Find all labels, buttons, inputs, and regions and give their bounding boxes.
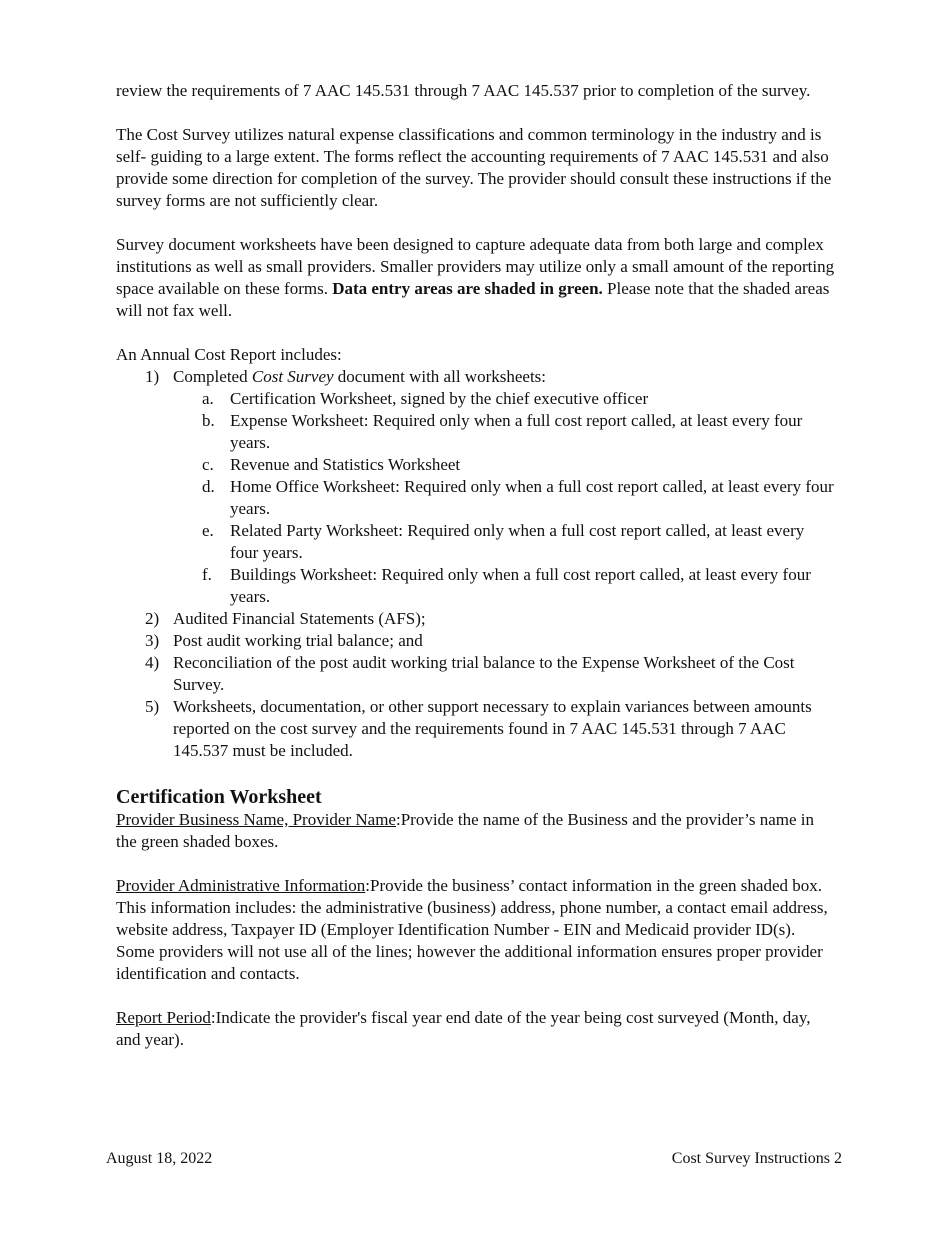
- worksheet-item: [202, 564, 836, 608]
- data-entry-note: Data entry areas are shaded in green.: [332, 279, 603, 298]
- provider-name-text: Provide the name of the Business and the provider’s name in the green shaded boxes.: [116, 810, 814, 851]
- provider-name-section: Provider Business Name, Provider Name:Provide the name of the Business and the provider’s name in the green shaded boxes.: [116, 810, 814, 851]
- list-marker: 5): [145, 697, 160, 716]
- intro-paragraph-3-main: Survey document worksheets have been designed to capture adequate data from both large and complex institutions as well as small providers. Smaller providers may utilize only a small amount of the reporting space available on these forms.: [116, 235, 835, 298]
- item-text: Post audit working trial balance; and: [173, 631, 423, 650]
- worksheet-item: [202, 410, 836, 454]
- fax-note: Please note that the shaded areas will not fax well.: [116, 279, 830, 320]
- footer-page-label: Cost Survey Instructions 2: [671, 1150, 842, 1167]
- admin-info-label: Provider Administrative Information: [116, 876, 366, 895]
- worksheet-list: [173, 388, 836, 608]
- list-marker: 1): [145, 367, 160, 386]
- intro-paragraph-2: The Cost Survey utilizes natural expense classifications and common terminology in the industry and is self- guiding to a large extent. The forms reflect the accounting requirements of 7 AAC 145.531 and also provide some direction for completion of the survey. The provider should consult these instructions if the survey forms are not sufficiently clear.: [116, 125, 832, 210]
- report-list-item: [145, 630, 836, 652]
- provider-name-label: Provider Business Name, Provider Name: [116, 810, 396, 829]
- cost-survey-term: Cost Survey: [251, 367, 334, 386]
- list-marker: b.: [202, 411, 215, 430]
- document-body: [116, 80, 836, 1051]
- item-text: Worksheets, documentation, or other support necessary to explain variances between amounts reported on the cost survey and the requirements found in 7 AAC 145.531 through 7 AAC 145.537 must be included.: [173, 697, 812, 760]
- item-text: Expense Worksheet: Required only when a full cost report called, at least every four years.: [230, 411, 803, 452]
- admin-info-section: Provider Administrative Information:Provide the business’ contact information in the green shaded box. This information includes: the administrative (business) address, phone number, a contact email address, website address, Taxpayer ID (Employer Identification Number - EIN and Medicaid provider ID(s). Some providers will not use all of the lines; however the additional information ensures proper provider identification and contacts.: [116, 876, 828, 983]
- intro-paragraph-3: [116, 234, 836, 322]
- admin-info-text: Provide the business’ contact information in the green shaded box. This information includes: the administrative (business) address, phone number, a contact email address, website address, Taxpayer ID (Employer Identification Number - EIN and Medicaid provider ID(s). Some providers will not use all of the lines; however the additional information ensures proper provider identification and contacts.: [116, 876, 828, 983]
- report-list-title: An Annual Cost Report includes:: [116, 345, 342, 364]
- list-marker: c.: [202, 455, 214, 474]
- footer-date: August 18, 2022: [106, 1150, 213, 1167]
- report-list-item: [145, 608, 836, 630]
- item-text: Reconciliation of the post audit working trial balance to the Expense Worksheet of the Cost Survey.: [173, 653, 795, 694]
- worksheet-item: [202, 520, 836, 564]
- worksheet-item: [202, 454, 836, 476]
- list-marker: a.: [202, 389, 214, 408]
- list-marker: e.: [202, 521, 214, 540]
- item-text: Related Party Worksheet: Required only when a full cost report called, at least every four years.: [230, 521, 805, 562]
- item-text: Revenue and Statistics Worksheet: [230, 455, 461, 474]
- list-marker: 3): [145, 631, 160, 650]
- list-marker: f.: [202, 565, 212, 584]
- intro-paragraph-1: review the requirements of 7 AAC 145.531 through 7 AAC 145.537 prior to completion of the survey.: [116, 81, 811, 100]
- list-marker: d.: [202, 477, 215, 496]
- item-text: Completed: [173, 367, 248, 386]
- report-list-item: [145, 652, 836, 696]
- item-text: Audited Financial Statements (AFS);: [173, 609, 426, 628]
- item-text: Certification Worksheet, signed by the chief executive officer: [230, 389, 649, 408]
- item-text: Buildings Worksheet: Required only when a full cost report called, at least every four years.: [230, 565, 811, 606]
- item-text: document with all worksheets:: [337, 367, 547, 386]
- report-list: [116, 366, 836, 762]
- report-period-label: Report Period: [116, 1008, 211, 1027]
- report-list-item: [145, 696, 836, 762]
- report-list-item: [145, 366, 836, 608]
- report-period-section: Report Period:Indicate the provider's fiscal year end date of the year being cost surveyed (Month, day, and year).: [116, 1008, 811, 1049]
- report-period-text: Indicate the provider's fiscal year end date of the year being cost surveyed (Month, day, and year).: [116, 1008, 811, 1049]
- list-marker: 2): [145, 609, 160, 628]
- item-text: Home Office Worksheet: Required only when a full cost report called, at least every four years.: [230, 477, 834, 518]
- list-marker: 4): [145, 653, 160, 672]
- certification-heading: Certification Worksheet: [116, 786, 322, 808]
- worksheet-item: [202, 388, 836, 410]
- worksheet-item: [202, 476, 836, 520]
